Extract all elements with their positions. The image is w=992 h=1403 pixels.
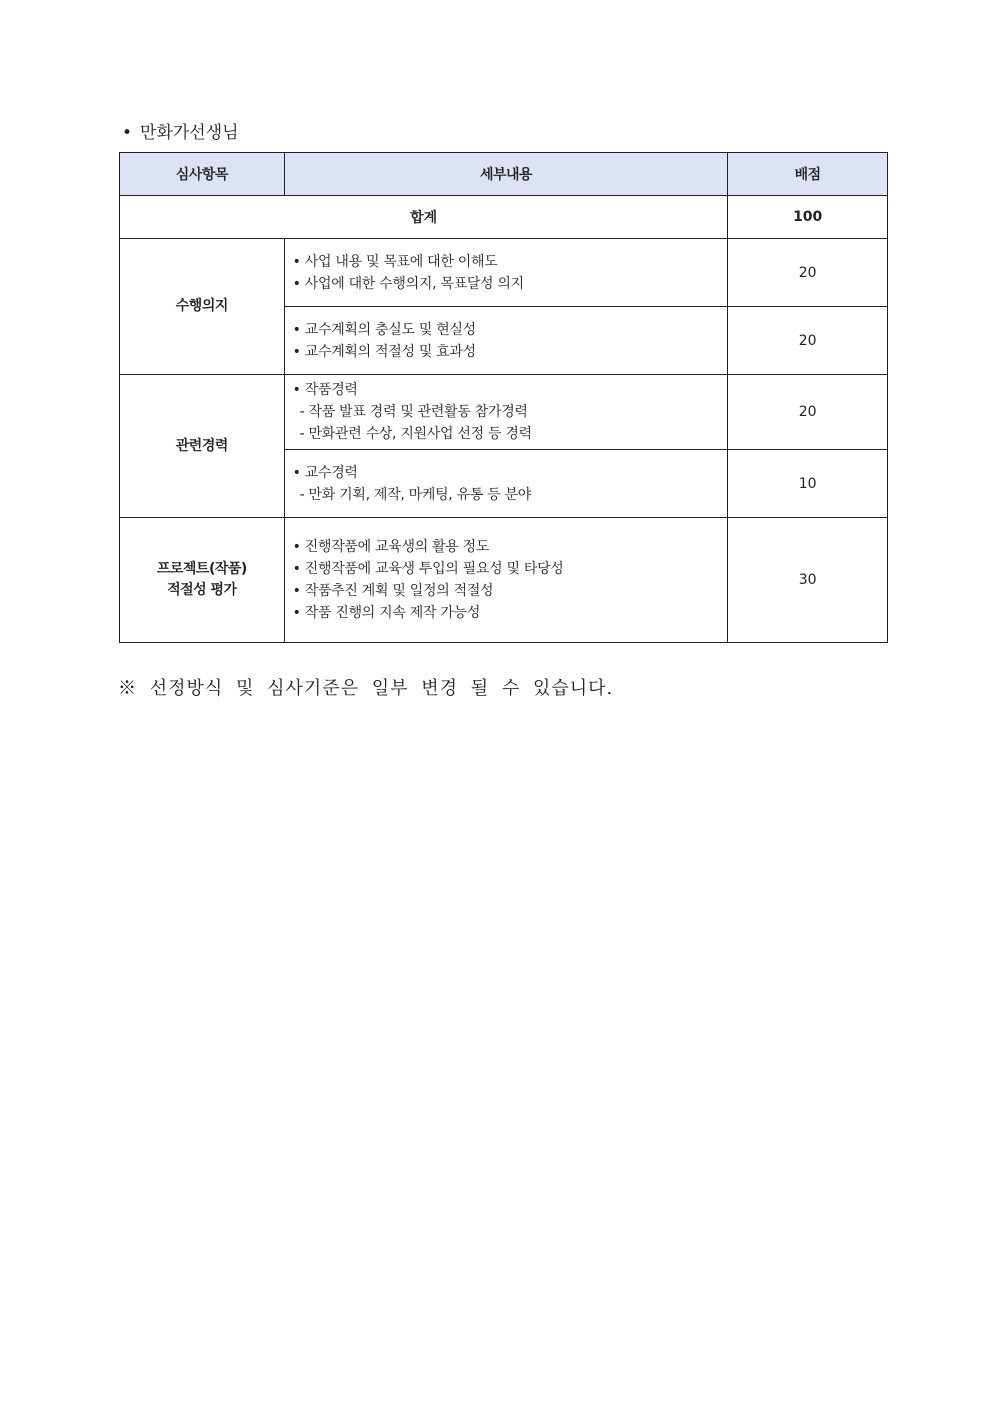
- header-score: 배점: [728, 153, 888, 196]
- category-cell: [120, 375, 285, 518]
- score-cell: 20: [728, 375, 888, 450]
- total-score: 100: [728, 196, 888, 239]
- detail-cell: [284, 375, 728, 450]
- detail-cell: [284, 518, 728, 643]
- score-cell: 20: [728, 307, 888, 375]
- table-row: [120, 375, 888, 450]
- header-detail: 세부내용: [284, 153, 728, 196]
- detail-line: • 작품 진행의 지속 제작 가능성: [292, 605, 481, 621]
- detail-cell: [284, 307, 728, 375]
- category-label: 수행의지: [175, 298, 228, 314]
- detail-cell: [284, 450, 728, 518]
- detail-subline: - 작품 발표 경력 및 관련활동 참가경력: [299, 404, 528, 420]
- table-row: [120, 518, 888, 643]
- category-label: 프로젝트(작품): [156, 561, 247, 577]
- score-cell: 30: [728, 518, 888, 643]
- evaluation-table: [119, 152, 888, 643]
- total-label: 합계: [120, 196, 728, 239]
- total-row: [120, 196, 888, 239]
- category-cell: [120, 518, 285, 643]
- detail-line: • 교수계획의 충실도 및 현실성: [292, 321, 476, 338]
- detail-line: • 사업에 대한 수행의지, 목표달성 의지: [292, 275, 524, 292]
- detail-line: • 진행작품에 교육생 투입의 필요성 및 타당성: [292, 561, 564, 577]
- detail-subline: - 만화관련 수상, 지원사업 선정 등 경력: [299, 426, 532, 442]
- table-row: [120, 239, 888, 307]
- header-category: 심사항목: [120, 153, 285, 196]
- detail-line: • 진행작품에 교육생의 활용 정도: [292, 539, 490, 555]
- category-cell: [120, 239, 285, 375]
- detail-cell: [284, 239, 728, 307]
- score-cell: 20: [728, 239, 888, 307]
- detail-line: • 교수경력: [292, 464, 358, 481]
- header-row: [120, 153, 888, 196]
- detail-line: • 사업 내용 및 목표에 대한 이해도: [292, 253, 498, 270]
- section-title-text: 만화가선생님: [140, 123, 239, 143]
- section-title: [122, 118, 239, 143]
- category-label: 관련경력: [175, 437, 228, 454]
- detail-line: • 교수계획의 적절성 및 효과성: [292, 343, 476, 360]
- detail-line: • 작품추진 계획 및 일정의 적절성: [292, 583, 494, 599]
- detail-line: • 작품경력: [292, 382, 358, 398]
- score-cell: 10: [728, 450, 888, 518]
- category-label: 적절성 평가: [167, 582, 237, 598]
- bullet-icon: •: [122, 123, 133, 143]
- note-text: ※ 선정방식 및 심사기준은 일부 변경 될 수 있습니다.: [118, 678, 614, 699]
- detail-subline: - 만화 기획, 제작, 마케팅, 유통 등 분야: [299, 486, 532, 503]
